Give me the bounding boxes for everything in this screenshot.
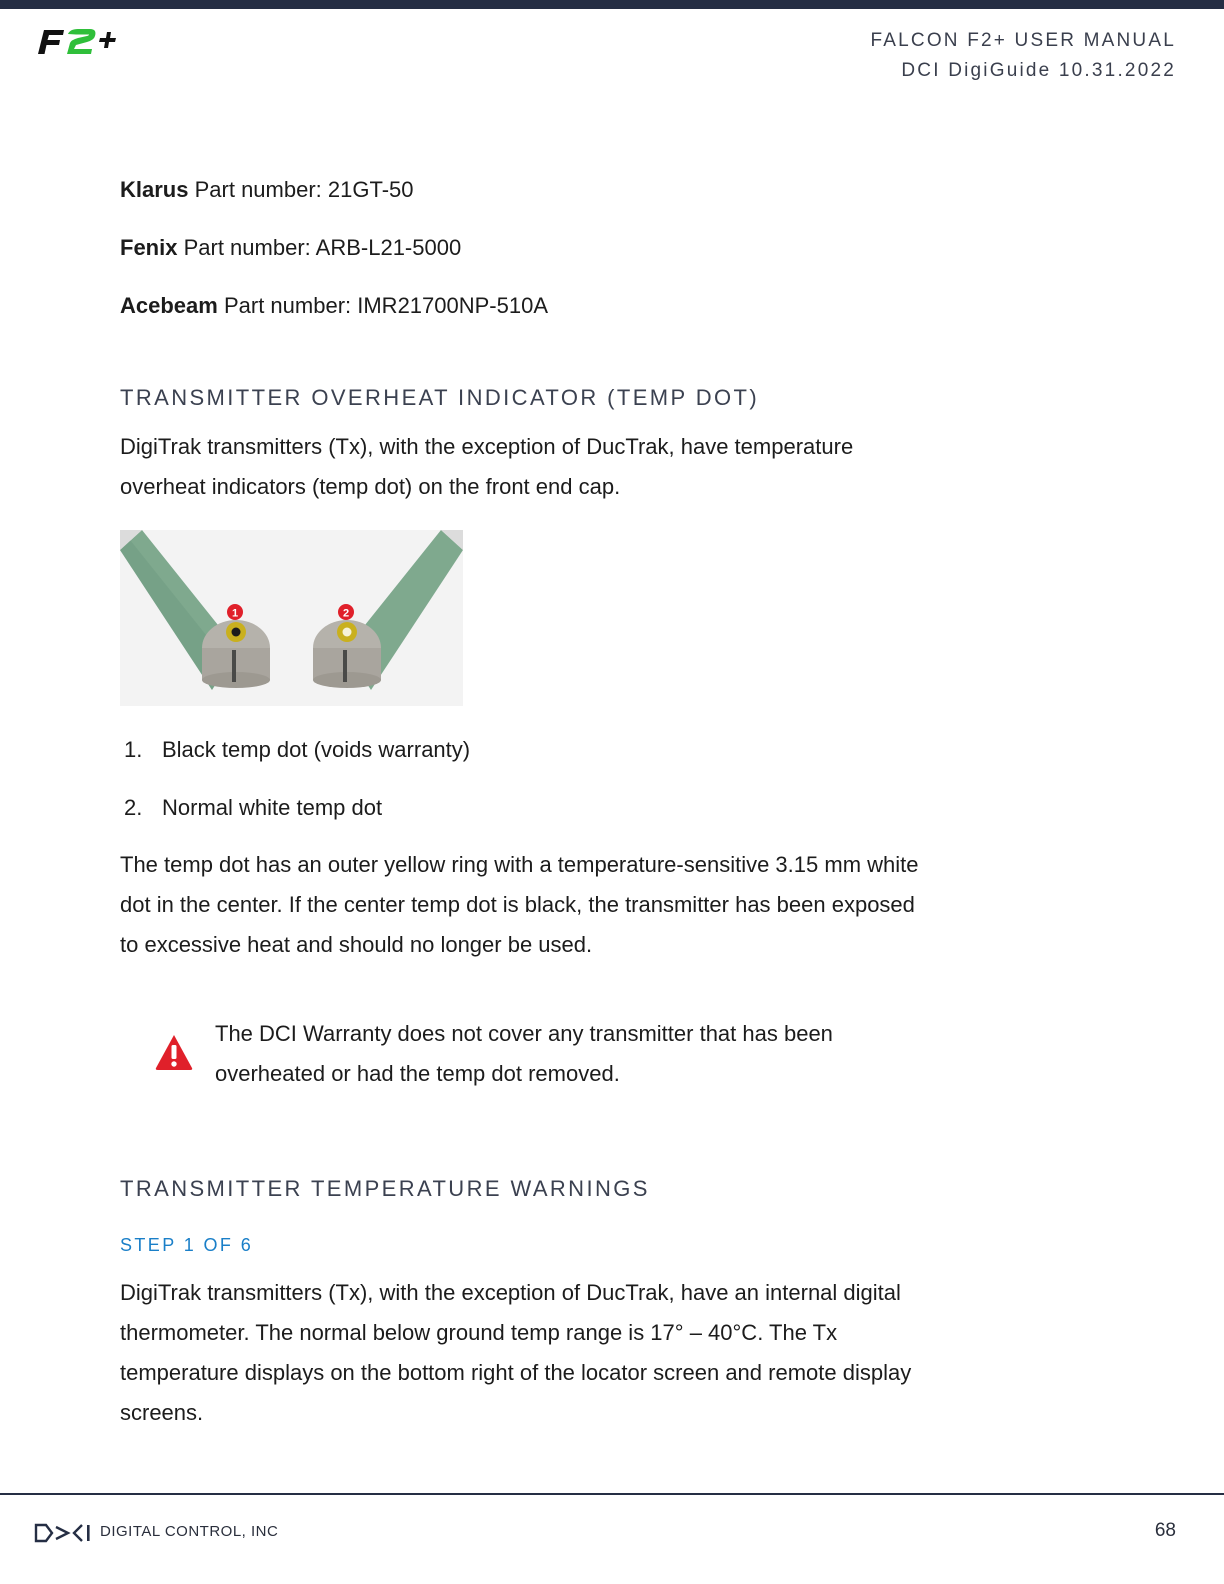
dci-logo: [34, 1523, 92, 1543]
overheat-heading: TRANSMITTER OVERHEAT INDICATOR (TEMP DOT): [120, 385, 760, 410]
battery-item: [120, 175, 414, 205]
f2-plus-logo: [34, 24, 126, 60]
battery-item: [120, 291, 548, 321]
page-number: 68: [1154, 1520, 1176, 1541]
marker-2: [338, 604, 354, 620]
svg-text:1: 1: [231, 607, 239, 620]
list-item: [124, 793, 382, 823]
battery-brand: Acebeam: [120, 293, 218, 318]
temp-dot-description: The temp dot has an outer yellow ring with a temperature-sensitive 3.15 mm white dot in the center. If the center temp dot is black, the transmitter has been exposed to excessive heat and should no longer be used.: [120, 852, 919, 957]
header-info: [871, 26, 1177, 86]
battery-brand: Fenix: [120, 235, 178, 260]
battery-part: Part number: ARB-L21-5000: [183, 235, 462, 260]
list-text: Black temp dot (voids warranty): [162, 737, 471, 762]
warning-icon: [154, 1033, 194, 1071]
battery-part: Part number: 21GT-50: [194, 177, 414, 202]
guide-date: DCI DigiGuide 10.31.2022: [901, 60, 1176, 81]
list-text: Normal white temp dot: [162, 795, 383, 820]
battery-brand: Klarus: [120, 177, 189, 202]
step-label: STEP 1 OF 6: [120, 1235, 254, 1255]
battery-item: [120, 233, 461, 263]
footer-divider: [0, 1493, 1224, 1495]
overheat-intro: DigiTrak transmitters (Tx), with the exception of DucTrak, have temperature overheat indicators (temp dot) on the front end cap.: [120, 434, 854, 499]
marker-1: [227, 604, 243, 620]
list-item: [124, 735, 470, 765]
footer-company: DIGITAL CONTROL, INC: [100, 1523, 279, 1540]
list-number: 2.: [124, 795, 143, 820]
warranty-warning: The DCI Warranty does not cover any transmitter that has been overheated or had the temp dot removed.: [215, 1021, 833, 1086]
list-number: 1.: [124, 737, 143, 762]
temperature-warnings-text: DigiTrak transmitters (Tx), with the exception of DucTrak, have an internal digital thermometer. The normal below ground temp range is 17° – 40°C. The Tx temperature displays on the bottom right of the locator screen and remote display screens.: [120, 1280, 912, 1425]
svg-text:2: 2: [342, 607, 350, 620]
temperature-warnings-heading: TRANSMITTER TEMPERATURE WARNINGS: [120, 1176, 650, 1201]
top-bar: [0, 0, 1224, 9]
manual-title: FALCON F2+ USER MANUAL: [870, 30, 1176, 51]
battery-part: Part number: IMR21700NP-510A: [223, 293, 549, 318]
transmitter-photo: [120, 530, 463, 706]
